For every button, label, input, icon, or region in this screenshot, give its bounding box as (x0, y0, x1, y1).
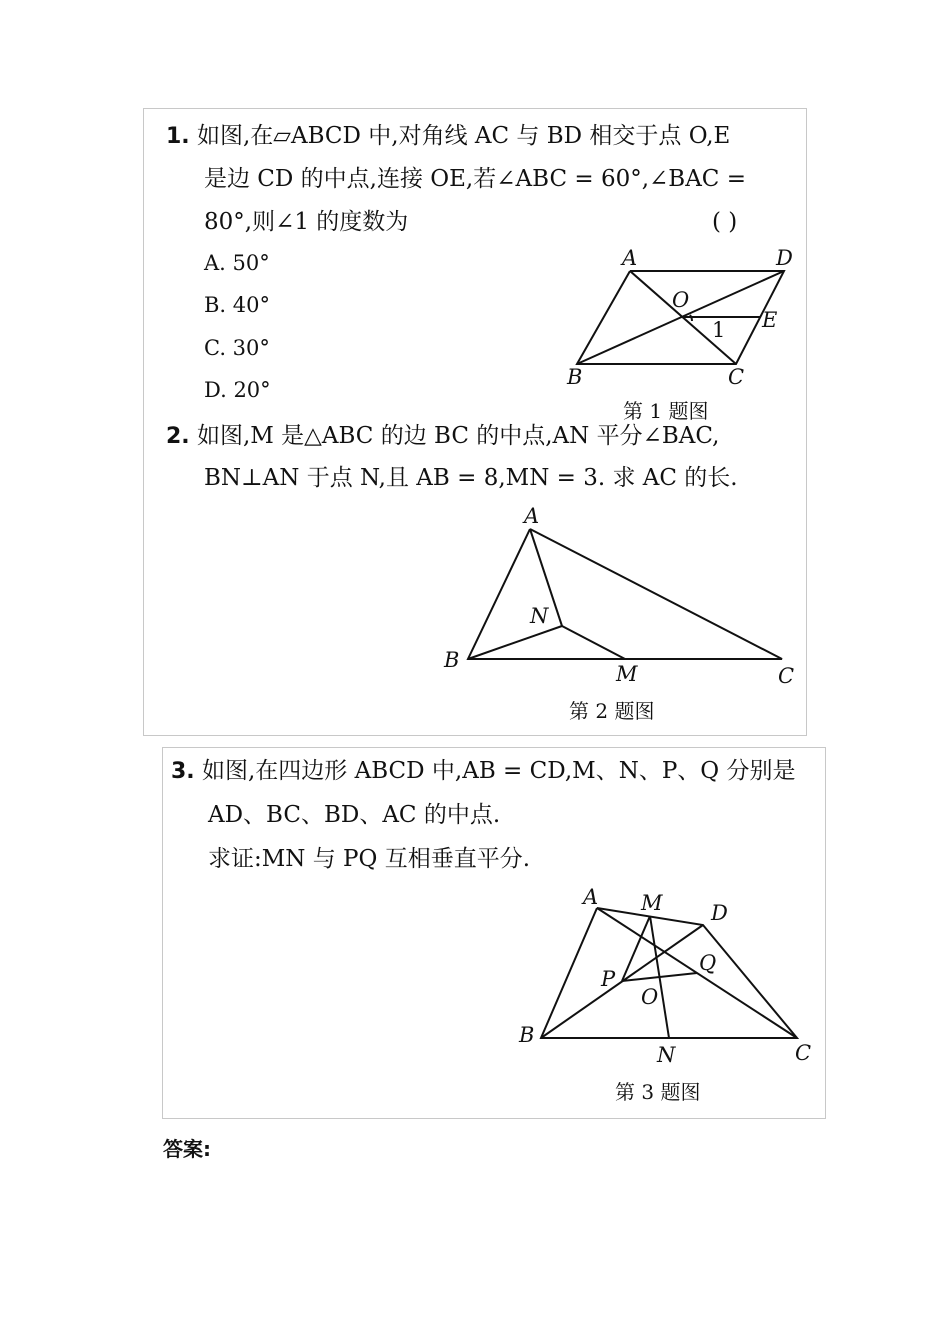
label-o: O (641, 985, 659, 1009)
label-angle-1: 1 (712, 318, 726, 342)
label-m: M (641, 891, 663, 915)
label-a: A (622, 246, 638, 270)
q3-caption: 第 3 题图 (615, 1080, 701, 1104)
q2-line2: BN⊥AN 于点 N,且 AB = 8,MN = 3. 求 AC 的长. (204, 465, 738, 491)
quadrilateral-abcd (541, 908, 797, 1038)
q3-line2: AD、BC、BD、AC 的中点. (208, 802, 501, 828)
label-d: D (776, 246, 793, 270)
label-p: P (601, 967, 616, 991)
q1-option-b: B. 40° (204, 293, 271, 317)
question-card-1-2 (143, 108, 807, 736)
label-b: B (519, 1023, 535, 1047)
label-c: C (728, 365, 745, 389)
q1-caption: 第 1 题图 (623, 399, 709, 423)
label-d: D (711, 901, 728, 925)
q2-caption: 第 2 题图 (569, 699, 655, 723)
label-a: A (524, 504, 540, 528)
label-e: E (762, 308, 778, 332)
label-b: B (444, 648, 460, 672)
label-c: C (778, 664, 795, 688)
q2-figure-triangle (144, 109, 808, 737)
q1-text-line1: 如图,在▱ABCD 中,对角线 AC 与 BD 相交于点 O,E (196, 123, 731, 149)
label-m: M (616, 662, 638, 686)
q1-option-c: C. 30° (204, 336, 270, 360)
answer-label: 答案: (163, 1137, 211, 1161)
label-n: N (657, 1043, 676, 1067)
q3-text-line1: 如图,在四边形 ABCD 中,AB = CD,M、N、P、Q 分别是 (201, 758, 796, 784)
q2-number: 2. (166, 424, 190, 449)
segment-nm (562, 626, 625, 659)
question-card-3 (162, 747, 826, 1119)
q3-number: 3. (171, 759, 195, 784)
label-b: B (567, 365, 583, 389)
label-a: A (583, 885, 599, 909)
label-o: O (672, 288, 690, 312)
q1-number: 1. (166, 124, 190, 149)
q3-line3: 求证:MN 与 PQ 互相垂直平分. (208, 846, 530, 872)
q1-option-a: A. 50° (204, 251, 270, 275)
q1-line3: 80°,则∠1 的度数为 (204, 209, 409, 235)
q1-option-d: D. 20° (204, 378, 271, 402)
q1-line2: 是边 CD 的中点,连接 OE,若∠ABC = 60°,∠BAC = (204, 166, 746, 192)
triangle-abc (468, 529, 782, 659)
q1-answer-bracket: ( ) (712, 209, 738, 235)
label-n: N (530, 604, 549, 628)
label-q: Q (699, 951, 717, 975)
q3-figure-quadrilateral (163, 748, 827, 1120)
q2-text-line1: 如图,M 是△ABC 的边 BC 的中点,AN 平分∠BAC, (196, 423, 720, 449)
label-c: C (795, 1041, 812, 1065)
